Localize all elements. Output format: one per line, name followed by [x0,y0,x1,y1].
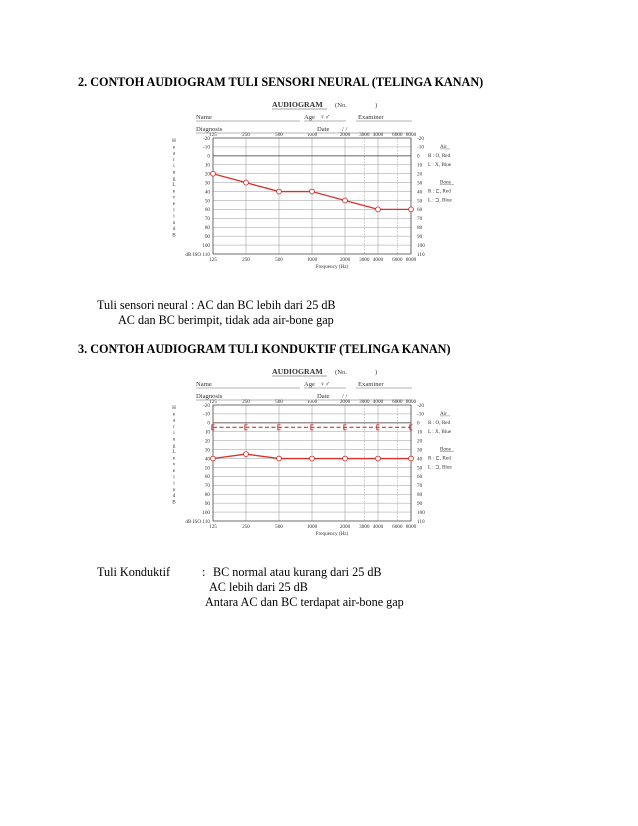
y-axis-label-letter: g [172,175,176,182]
legend-air-left: L : X, Blue [428,428,452,435]
audiogram-title: AUDIOGRAM [272,100,323,109]
x-tick-label-bottom: 500 [275,524,283,530]
y-tick-label-left: 90 [204,500,210,507]
y-axis-label-letter: B [172,499,176,506]
y-tick-label-left: 30 [204,180,210,187]
y-axis-label-letter: d [172,493,176,500]
y-tick-label-right: 40 [417,456,423,463]
number-close: ) [375,102,378,109]
x-tick-label-top: 6000 [392,132,403,138]
y-tick-label-right: -20 [417,402,424,409]
y-tick-label-right: 20 [417,438,423,445]
sex-symbols: ♀♂ [320,381,330,388]
y-axis-label-letter: n [172,169,176,176]
x-tick-label-top: 250 [242,132,250,138]
y-tick-label-left: 80 [204,492,210,499]
y-tick-label-left: 90 [204,233,210,240]
date-value: / / [342,393,348,400]
legend-air-right: R : O, Red [428,419,451,426]
y-axis-label-letter: i [173,213,175,220]
ac-data-point [409,207,414,212]
ac-data-point [310,189,315,194]
x-tick-label-bottom: 4000 [372,524,384,530]
x-tick-label-bottom: 6000 [392,257,403,263]
y-axis-label-letter: H [172,138,176,144]
y-axis-label-letter: n [172,219,176,226]
x-tick-label-top: 2000 [339,399,351,405]
y-tick-label-right: 40 [417,189,423,196]
y-tick-label-left: 10 [204,162,210,169]
y-axis-label-letter: l [173,207,175,214]
legend-bone-right: R : ⊏, Red [428,455,451,462]
y-tick-label-right: 90 [417,233,423,240]
age-label: Age [304,381,315,388]
y-tick-label-right: -20 [417,135,424,142]
y-tick-label-right: 80 [417,492,423,499]
ac-data-point [244,180,249,185]
x-tick-label-bottom: 500 [275,257,283,263]
date-value: / / [342,126,348,133]
y-tick-label-left: dB ISO 110 [185,518,210,525]
y-tick-label-right: 0 [417,153,420,160]
x-tick-label-bottom: 2000 [339,257,351,263]
x-tick-label-top: 125 [209,399,217,405]
x-tick-label-top: 1000 [306,399,318,405]
y-axis-label-letter: a [172,417,176,424]
examiner-label: Examiner [358,381,384,388]
section1-heading: 2. CONTOH AUDIOGRAM TULI SENSORI NEURAL (TELINGA KANAN) [78,75,484,89]
x-tick-label-bottom: 8000 [405,257,417,263]
y-axis-label-letter: e [172,411,176,418]
ac-data-point [310,456,315,461]
y-axis-label-letter: g [172,442,176,449]
frequency-label: Frequency (Hz) [315,264,349,270]
ac-data-point [409,456,414,461]
legend-air-title: Air [440,143,447,150]
y-tick-label-left: 50 [204,465,210,472]
y-axis-label-letter: L [172,182,176,189]
age-label: Age [304,114,315,121]
y-tick-label-right: 50 [417,198,423,205]
x-tick-label-top: 1000 [306,132,318,138]
x-tick-label-bottom: 3000 [359,524,370,530]
x-tick-label-top: 4000 [372,132,384,138]
y-axis-label-letter: a [172,150,176,157]
y-tick-label-left: 100 [202,509,210,516]
y-tick-label-left: 100 [202,242,210,249]
y-tick-label-left: 60 [204,474,210,481]
name-label: Name [196,381,212,388]
ac-data-point [343,456,348,461]
y-tick-label-right: 60 [417,474,423,481]
y-tick-label-left: 10 [204,429,210,436]
y-tick-label-right: 20 [417,171,423,178]
y-tick-label-left: -20 [203,135,210,142]
legend-air-title: Air [440,410,447,417]
y-axis-label-letter: e [172,455,176,462]
y-axis-label-letter: n [172,436,176,443]
y-axis-label-letter: v [172,461,176,468]
legend-air-right: R : O, Red [428,152,451,159]
y-axis-label-letter: e [172,201,176,207]
y-axis-label-letter: H [172,405,176,411]
y-axis-label-letter: e [172,144,176,151]
sex-symbols: ♀♂ [320,114,330,121]
x-tick-label-top: 3000 [359,132,370,138]
y-axis-label-letter: n [172,486,176,493]
y-tick-label-right: 30 [417,180,423,187]
y-tick-label-right: 60 [417,207,423,214]
y-axis-label-letter: r [173,156,175,163]
frequency-label: Frequency (Hz) [315,531,349,537]
x-tick-label-bottom: 8000 [405,524,417,530]
ac-data-point [277,189,282,194]
y-tick-label-right: 10 [417,429,423,436]
y-axis-label-letter: B [172,232,176,239]
x-tick-label-bottom: 2000 [339,524,351,530]
y-tick-label-left: 40 [204,189,210,196]
x-tick-label-top: 250 [242,399,250,405]
audiogram-figure-1 [160,98,472,280]
ac-data-point [376,456,381,461]
y-axis-label-letter: l [173,474,175,481]
y-tick-label-left: 70 [204,483,210,490]
x-tick-label-bottom: 3000 [359,257,370,263]
y-tick-label-left: dB ISO 110 [185,251,210,258]
y-axis-label-letter: i [173,480,175,487]
x-tick-label-bottom: 250 [242,524,250,530]
y-tick-label-right: 110 [417,251,425,258]
section2-caption-line2: AC lebih dari 25 dB [209,580,308,594]
y-tick-label-left: 50 [204,198,210,205]
diagnosis-label: Diagnosis [196,393,223,400]
x-tick-label-top: 6000 [392,399,403,405]
legend-bone-title: Bone [440,446,451,453]
y-axis-label-letter: d [172,226,176,233]
legend-bone-title: Bone [440,179,451,186]
legend-bone-right: R : ⊏, Red [428,188,451,195]
y-axis-label-letter: i [173,430,175,437]
number-label: (No. [335,369,347,376]
y-tick-label-left: 20 [204,438,210,445]
y-tick-label-left: -20 [203,402,210,409]
ac-data-point [343,198,348,203]
number-label: (No. [335,102,347,109]
section2-caption-colon: : [202,565,206,579]
section2-heading: 3. CONTOH AUDIOGRAM TULI KONDUKTIF (TELINGA KANAN) [78,342,451,356]
examiner-label: Examiner [358,114,384,121]
y-tick-label-left: 30 [204,447,210,454]
x-tick-label-bottom: 1000 [306,524,318,530]
y-tick-label-right: 80 [417,225,423,232]
y-tick-label-right: 70 [417,216,423,223]
section2-caption-line1: BC normal atau kurang dari 25 dB [213,565,382,579]
y-tick-label-right: -10 [417,411,424,418]
y-tick-label-left: 0 [207,153,210,160]
y-axis-label-letter: v [172,194,176,201]
y-tick-label-left: 20 [204,171,210,178]
y-tick-label-right: 0 [417,420,420,427]
y-tick-label-left: 80 [204,225,210,232]
legend-bone-left: L : ⊐, Blue [428,464,452,471]
ac-data-point [211,456,216,461]
x-tick-label-bottom: 125 [209,524,217,530]
date-label: Date [317,393,330,400]
x-tick-label-top: 500 [275,399,283,405]
x-tick-label-top: 8000 [405,399,417,405]
y-tick-label-right: 70 [417,483,423,490]
x-tick-label-top: 4000 [372,399,384,405]
name-label: Name [196,114,212,121]
y-axis-label-letter: r [173,423,175,430]
x-tick-label-bottom: 1000 [306,257,318,263]
y-tick-label-right: 30 [417,447,423,454]
x-tick-label-top: 500 [275,132,283,138]
ac-data-point [277,456,282,461]
x-tick-label-top: 2000 [339,132,351,138]
x-tick-label-top: 8000 [405,132,417,138]
audiogram-title: AUDIOGRAM [272,367,323,376]
date-label: Date [317,126,330,133]
x-tick-label-top: 125 [209,132,217,138]
x-tick-label-bottom: 250 [242,257,250,263]
x-tick-label-bottom: 6000 [392,524,403,530]
y-tick-label-left: 70 [204,216,210,223]
ac-data-point [211,171,216,176]
y-tick-label-right: -10 [417,144,424,151]
y-tick-label-right: 10 [417,162,423,169]
y-tick-label-left: 60 [204,207,210,214]
y-axis-label-letter: e [172,468,176,474]
y-axis-label-letter: e [172,188,176,195]
y-tick-label-left: 0 [207,420,210,427]
section1-caption-line2: AC dan BC berimpit, tidak ada air-bone gap [118,313,334,327]
x-tick-label-bottom: 4000 [372,257,384,263]
y-tick-label-right: 50 [417,465,423,472]
y-tick-label-right: 100 [417,242,425,249]
legend-air-left: L : X, Blue [428,161,452,168]
section2-caption-line3: Antara AC dan BC terdapat air-bone gap [205,595,404,609]
y-tick-label-left: 40 [204,456,210,463]
ac-data-point [376,207,381,212]
legend-bone-left: L : ⊐, Blue [428,197,452,204]
y-tick-label-left: -10 [203,144,210,151]
y-tick-label-right: 100 [417,509,425,516]
y-axis-label-letter: L [172,449,176,456]
y-tick-label-right: 110 [417,518,425,525]
section2-caption-label: Tuli Konduktif [97,565,171,579]
x-tick-label-bottom: 125 [209,257,217,263]
section1-caption-line1: Tuli sensori neural : AC dan BC lebih dari 25 dB [97,298,336,312]
x-tick-label-top: 3000 [359,399,370,405]
y-axis-label-letter: i [173,163,175,170]
y-tick-label-left: -10 [203,411,210,418]
number-close: ) [375,369,378,376]
diagnosis-label: Diagnosis [196,126,223,133]
audiogram-figure-2 [160,365,472,547]
ac-data-point [244,452,249,457]
y-tick-label-right: 90 [417,500,423,507]
